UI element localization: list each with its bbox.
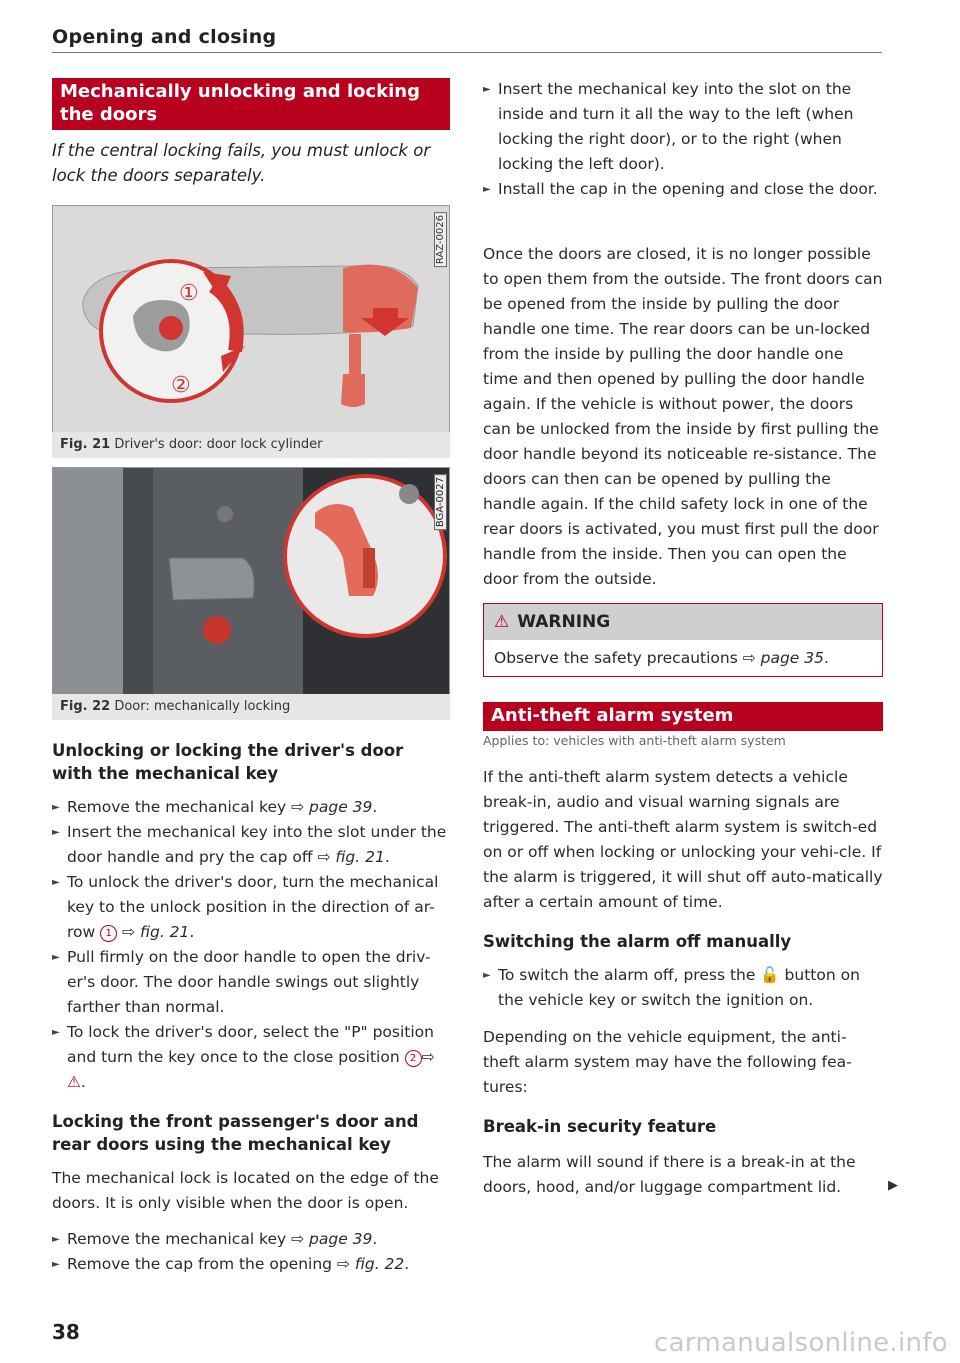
section-header: Opening and closing [52, 26, 277, 48]
unlock-icon: 🔓 [760, 966, 780, 984]
arrow-ref: ⇨ [421, 1048, 435, 1066]
list-item: ► Install the cap in the opening and close the door. [483, 177, 883, 202]
continue-arrow-icon: ▶ [888, 1178, 898, 1193]
list-item: ► To switch the alarm off, press the 🔓 button on the vehicle key or switch the ignition on. [483, 963, 883, 1013]
arrow-number-2-icon: 2 [405, 1050, 422, 1067]
figure-22 [52, 467, 450, 695]
figure-caption-text: Driver's door: door lock cylinder [114, 437, 323, 452]
list-item: ► Insert the mechanical key into the slot under the door handle and pry the cap off ⇨ fig. 21. [52, 820, 450, 870]
drivers-door-steps [52, 795, 450, 1095]
warning-title: WARNING [517, 612, 611, 632]
subheading-drivers-door: Unlocking or locking the driver's door with the mechanical key [52, 741, 404, 783]
door-handle-illustration [53, 206, 449, 432]
watermark: carmanualsonline.info [653, 1328, 948, 1358]
figure-label: Fig. 21 [60, 437, 111, 452]
break-in-paragraph: The alarm will sound if there is a break-in at the doors, hood, and/or luggage compartment lid. [483, 1153, 856, 1196]
svg-text:②: ② [171, 373, 191, 398]
intro-text: If the central locking fails, you must unlock or lock the doors separately. [52, 141, 431, 185]
list-item: ► Insert the mechanical key into the slot on the inside and turn it all the way to the left (when locking the right door), or to the right (when locking the left door). [483, 77, 883, 177]
section-heading: Mechanically unlocking and locking the doors [52, 78, 450, 130]
subheading-break-in: Break-in security feature [483, 1117, 717, 1136]
warning-body: Observe the safety precautions ⇨ page 35. [494, 649, 829, 667]
figure-label: Fig. 22 [60, 699, 111, 714]
figure-code: BGA-0027 [434, 474, 447, 530]
figure-21-caption [52, 432, 450, 458]
list-item: ► To lock the driver's door, select the "P" position and turn the key once to the close position 2 ⇨ ⚠. [52, 1020, 450, 1095]
figure-ref[interactable]: ⇨ fig. 21 [117, 923, 190, 941]
features-paragraph: Depending on the vehicle equipment, the anti-theft alarm system may have the following fea-tures: [483, 1028, 852, 1096]
list-item: ► Remove the mechanical key ⇨ page 39. [52, 1227, 450, 1252]
arrow-number-1-icon: 1 [100, 925, 117, 942]
figure-ref[interactable]: ⇨ fig. 21 [317, 848, 385, 866]
alarm-paragraph: If the anti-theft alarm system detects a vehicle break-in, audio and visual warning signals are triggered. The anti-theft alarm system is switch-ed on or off when locking or unlocking your vehi-cle. If the alarm is triggered, it will shut off auto-matically after a certain amount of time. [483, 768, 883, 911]
subheading-alarm-off: Switching the alarm off manually [483, 932, 792, 951]
page-ref[interactable]: ⇨ page 39 [291, 798, 373, 816]
svg-text:①: ① [179, 281, 199, 306]
doors-closed-paragraph: Once the doors are closed, it is no longer possible to open them from the outside. The front doors can be opened from the inside by pulling the door handle one time. The rear doors can be un-locked from the inside by pulling the door handle one time and then opened by pulling the door handle again. If the vehicle is without power, the doors can be unlocked from the inside by first pulling the door handle beyond its noticeable re-sistance. The doors can then can be opened by pulling the handle again. If the child safety lock in one of the rear doors is activated, you must first pull the door handle from the inside. Then you can open the door from the outside. [483, 245, 883, 588]
figure-caption-text: Door: mechanically locking [114, 699, 291, 714]
figure-21 [52, 205, 450, 433]
page-ref[interactable]: ⇨ page 35 [742, 649, 824, 667]
alarm-heading: Anti-theft alarm system [483, 702, 883, 731]
figure-ref[interactable]: ⇨ fig. 22 [336, 1255, 405, 1273]
page-ref[interactable]: ⇨ page 39 [291, 1230, 373, 1248]
passenger-door-steps [52, 1227, 450, 1277]
list-item: ► To unlock the driver's door, turn the mechanical key to the unlock position in the direction of ar-row 1 ⇨ fig. 21. [52, 870, 450, 945]
warning-header [484, 604, 882, 640]
warning-triangle-icon: ⚠ [494, 612, 510, 632]
header-rule [52, 52, 882, 53]
warning-box [483, 603, 883, 677]
mechanical-lock-paragraph: The mechanical lock is located on the edge of the doors. It is only visible when the door is open. [52, 1169, 439, 1212]
door-lock-illustration [53, 468, 449, 694]
figure-code: RAZ-0026 [434, 212, 447, 267]
page-number: 38 [52, 1320, 80, 1344]
list-item: ► Remove the mechanical key ⇨ page 39. [52, 795, 450, 820]
figure-22-caption [52, 694, 450, 720]
applies-to-note: Applies to: vehicles with anti-theft alarm system [483, 733, 786, 748]
continued-steps [483, 77, 883, 202]
list-item: ► Remove the cap from the opening ⇨ fig. 22. [52, 1252, 450, 1277]
alarm-off-steps [483, 963, 883, 1013]
list-item: ► Pull firmly on the door handle to open the driv-er's door. The door handle swings out slightly farther than normal. [52, 945, 450, 1020]
warning-triangle-icon[interactable]: ⚠ [67, 1073, 81, 1091]
subheading-passenger-doors: Locking the front passenger's door and rear doors using the mechanical key [52, 1112, 419, 1154]
